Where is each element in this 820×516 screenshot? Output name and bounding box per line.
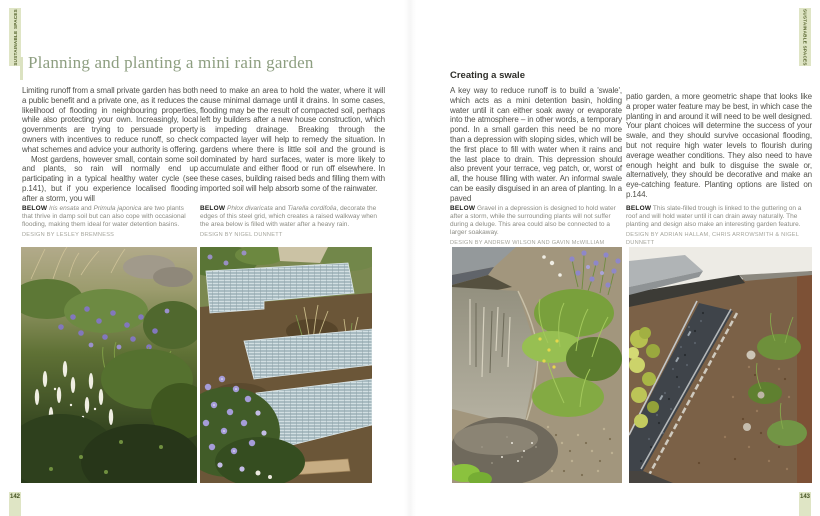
paragraph: Most gardens, however small, contain some soil and plants, so rain will normally end up participating in a typical healthy water cycle (see p.141), but if you experience localised flooding after a storm, you will bbox=[22, 154, 198, 203]
paragraph: Limiting runoff from a small private garden has both a public benefit and a private one, as it reduces the likelihood of flooding in neighbouring properties, while also protecting your own. Increasingly, local governments are trying to persuade property owners with incentives to reduce runoff, so check what schemes and advice your authority is offering. bbox=[22, 86, 198, 154]
body-column-1 bbox=[22, 86, 198, 204]
caption-text: are two plants that thrive in damp soil but can also cope with occasional flooding, making them ideal for water detention basins. bbox=[22, 205, 186, 229]
photo-caption-3 bbox=[450, 205, 628, 247]
photo-gravel-swale bbox=[452, 247, 622, 483]
photo-steel-grid-walkway bbox=[200, 247, 372, 483]
caption-label: BELOW bbox=[626, 205, 652, 212]
photo-caption-1 bbox=[22, 205, 194, 239]
photo-slate-trough bbox=[629, 247, 812, 483]
section-tab-label: SUSTAINABLE SPACES bbox=[802, 8, 808, 66]
section-tab-label: SUSTAINABLE SPACES bbox=[12, 8, 18, 66]
section-tab-right bbox=[799, 8, 811, 66]
caption-text: Gravel in a depression is designed to hold water after a storm, while the surrounding plants will not suffer during a deluge. This area could also be connected to a larger soakaway. bbox=[450, 205, 616, 237]
title-accent-bar bbox=[20, 57, 23, 80]
caption-species: Iris ensata bbox=[49, 205, 80, 212]
caption-text: This slate-filled trough is linked to the guttering on a roof and will hold water until it can drain away naturally. The planting and design also make an interesting garden feature. bbox=[626, 205, 802, 229]
section-heading: Creating a swale bbox=[450, 70, 525, 81]
design-credit: DESIGN BY ANDREW WILSON AND GAVIN McWILLIAM bbox=[450, 239, 605, 246]
design-credit: DESIGN BY LESLEY BREMNESS bbox=[22, 231, 115, 238]
body-column-3: A key way to reduce runoff is to build a 'swale', which acts as a mini detention basin, holding water until it can either soak away or evaporate into the atmosphere – in other words, a temporary pond. In a small garden this need be no more than a depression with sloping sides, which will be the first place to fill with water when it rains and the last place to drain. This depression should also prevent your terrace, veg patch, or, worst of all, the house filling with water. An informal swale can be easily disguised in an area of planting. In a paved bbox=[450, 86, 622, 203]
caption-text: and bbox=[79, 205, 94, 212]
page-number: 143 bbox=[799, 494, 810, 500]
page-number: 142 bbox=[9, 494, 20, 500]
caption-text: and bbox=[272, 205, 288, 212]
page-gutter bbox=[404, 0, 416, 516]
caption-text: , decorate the edges of this steel grid, which creates a raised walkway when the area below is filled with water after a heavy rain. bbox=[200, 205, 378, 229]
caption-species: Phlox divaricata bbox=[227, 205, 273, 212]
design-credit: DESIGN BY ADRIAN HALLAM, CHRIS ARROWSMITH & NIGEL DUNNETT bbox=[626, 231, 799, 246]
caption-label: BELOW bbox=[450, 205, 476, 212]
caption-species: Tiarella cordifolia bbox=[287, 205, 337, 212]
body-column-2: need to make an area to hold the water, where it will cause minimal damage until it drains. In some cases, flooding may be the result of compacted soil, perhaps left by builders after a new house construction, which is impeding drainage. Breaking through the compacted layer will help to remedy the situation. In gardens where there is little soil and the ground is dominated by hard surfaces, water is more likely to accumulate and either flood or run off elsewhere. In these cases, building raised beds and filling them with imported soil will help absorb some of the rainwater. bbox=[200, 86, 385, 193]
body-column-4: patio garden, a more geometric shape that looks like a proper water feature may be best, in which case the planting in and around it will need to be well designed. Your plant choices will determine the success of your swale, and they should survive occasional flooding, but not require high water levels to flourish during average weather conditions. They also need to have enough height and bulk to disguise the swale or, alternatively, they should be decorative and make an eye-catching feature. Planting options are listed on p.144. bbox=[626, 92, 812, 199]
page-title: Planning and planting a mini rain garden bbox=[28, 53, 314, 72]
photo-caption-2 bbox=[200, 205, 383, 239]
photo-iris-primula-planting bbox=[21, 247, 197, 483]
photo-caption-4 bbox=[626, 205, 812, 247]
page-number-left bbox=[9, 492, 21, 516]
page-number-right bbox=[799, 492, 811, 516]
caption-label: BELOW bbox=[200, 205, 226, 212]
caption-species: Primula japonica bbox=[93, 205, 142, 212]
caption-label: BELOW bbox=[22, 205, 48, 212]
design-credit: DESIGN BY NIGEL DUNNETT bbox=[200, 231, 283, 238]
